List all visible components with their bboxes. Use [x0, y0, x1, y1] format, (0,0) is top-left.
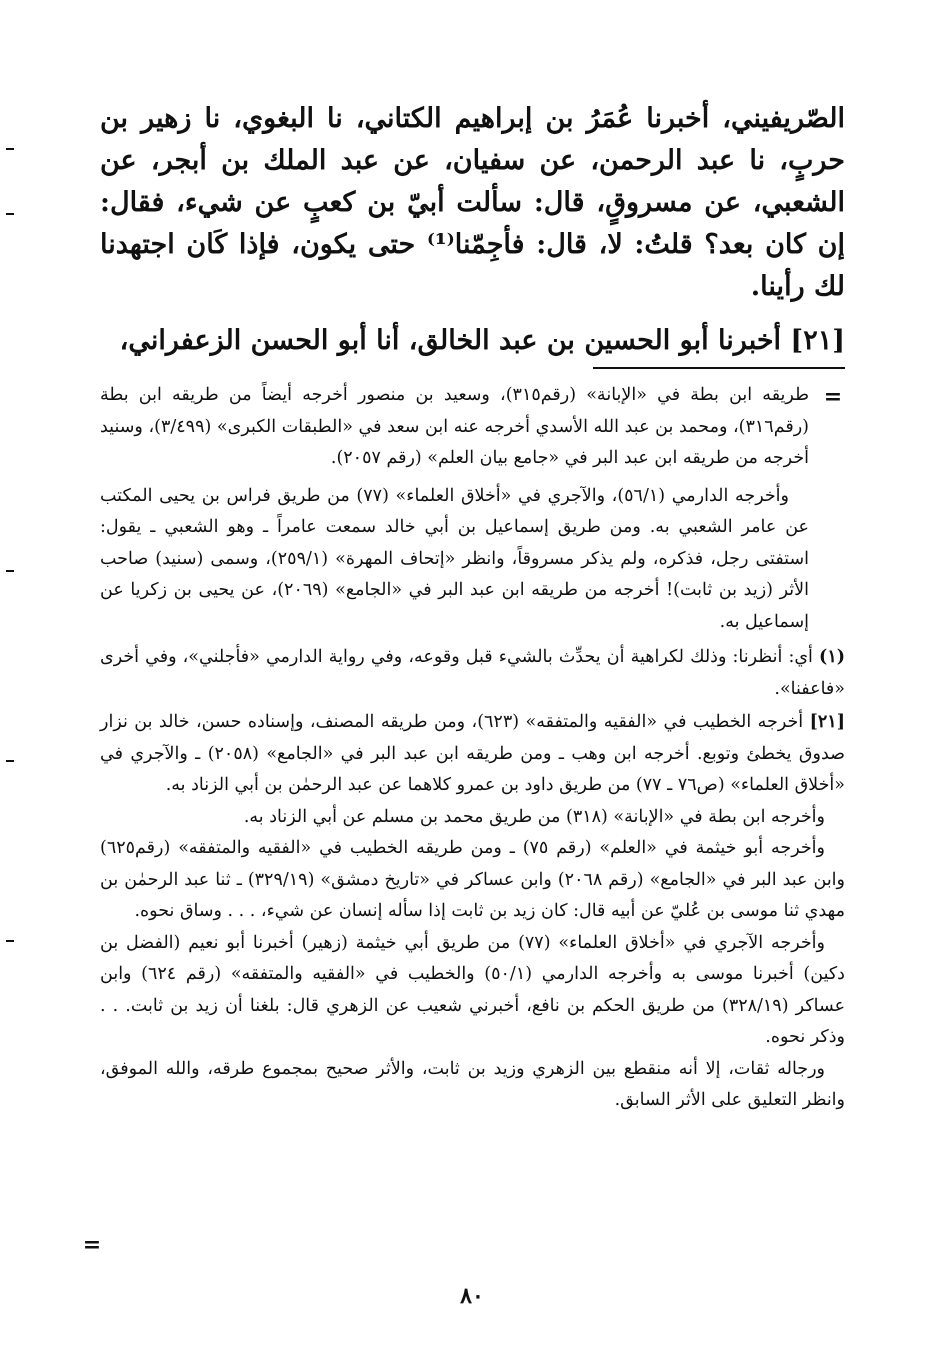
- footnote-21-label: [٢١]: [809, 712, 845, 732]
- margin-tick: [6, 570, 14, 572]
- main-paragraph-1: الصّريفيني، أخبرنا عُمَرُ بن إبراهيم الكتاني، نا البغوي، نا زهير بن حربٍ، نا عبد الرحمن، عن سفيان، عن عبد الملك بن أبجر، عن الشعبي، عن مسروقٍ، قال: سألت أبيّ بن كعبٍ عن شيء، فقال: إن كان بعد؟ قلتُ: لا، قال: فأجِمّنا⁽¹⁾ حتى يكون، فإذا كَان اجتهدنا لك رأينا.: [100, 103, 845, 302]
- footnote-21-para-c: وأخرجه أبو خيثمة في «العلم» (رقم ٧٥) ـ ومن طريقه الخطيب في «الفقيه والمتفقه» (رقم٦٢٥) وابن عبد البر في «الجامع» (رقم ٢٠٦٨) وابن عساكر في «تاريخ دمشق» (٣٢٩/١٩) ـ ثنا عبد الرحمٰن بن مهدي ثنا موسى بن عُليّ عن أبيه قال: كان زيد بن ثابت إذا سأله إنسان عن شيء، . . . وساق نحوه.: [100, 838, 845, 921]
- footnote-1: [100, 642, 845, 705]
- footnote-continued-1: طريقه ابن بطة في «الإبانة» (رقم٣١٥)، وسعيد بن منصور أخرجه أيضاً من طريقه ابن بطة (رقم٣١٦)، ومحمد بن عبد الله الأسدي أخرجه عنه ابن سعد في «الطبقات الكبرى» (٣/٤٩٩)، وسنيد أخرجه من طريقه ابن عبد البر في «جامع بيان العلم» (رقم ٢٠٥٧).: [100, 385, 810, 468]
- margin-tick: [6, 213, 14, 215]
- continuation-mark-bottom: =: [82, 1232, 102, 1258]
- main-paragraph-2: [٢١] أخبرنا أبو الحسين بن عبد الخالق، أنا أبو الحسن الزعفراني،: [119, 325, 845, 356]
- footnote-21-para-d: وأخرجه الآجري في «أخلاق العلماء» (٧٧) من طريق أبي خيثمة (زهير) أخبرنا أبو نعيم (الفضل بن دكين) أخبرنا موسى به وأخرجه الدارمي (٥٠/١) والخطيب في «الفقيه والمتفقه» (رقم ٦٢٤) وابن عساكر (٣٢٨/١٩) من طريق الحكم بن نافع، أخبرني شعيب عن الزهري قال: بلغنا أن زيد بن ثابت. . . وذكر نحوه.: [100, 932, 846, 1047]
- page-number: ٨٠: [460, 1283, 484, 1309]
- footnote-1-text: أي: أنظرنا: وذلك لكراهية أن يحدِّث بالشيء قبل وقوعه، وفي رواية الدارمي «فأجلني»، وفي أخرى «فاعفنا».: [100, 647, 845, 699]
- footnote-21-text-a: أخرجه الخطيب في «الفقيه والمتفقه» (٦٢٣)، ومن طريقه المصنف، وإسناده حسن، خالد بن نزار صدوق يخطئ وتوبع. أخرجه ابن وهب ـ ومن طريقه ابن عبد البر في «الجامع» (٢٠٥٨) ـ والآجري في «أخلاق العلماء» (ص٧٦ ـ ٧٧) من طريق داود بن عمرو كلاهما عن عبد الرحمٰن بن أبي الزناد به.: [100, 712, 846, 795]
- margin-tick: [6, 148, 14, 150]
- footnote-1-label: (١): [819, 647, 845, 667]
- continuation-mark-top: =: [823, 384, 843, 410]
- margin-tick: [6, 760, 14, 762]
- footnote-continued-2: وأخرجه الدارمي (٥٦/١)، والآجري في «أخلاق العلماء» (٧٧) من طريق فراس بن يحيى المكتب عن عامر الشعبي به. ومن طريق إسماعيل بن أبي خالد سمعت عامراً ـ وهو الشعبي ـ يقول: استفتى رجل، فذكره، ولم يذكر مسروقاً، وانظر «إتحاف المهرة» (٢٥٩/١)، وسمى (سنيد) صاحب الأثر (زيد بن ثابت)! أخرجه من طريقه ابن عبد البر في «الجامع» (٢٠٦٩)، عن يحيى بن زكريا عن إسماعيل به.: [100, 485, 809, 632]
- footnote-21-para-b: وأخرجه ابن بطة في «الإبانة» (٣١٨) من طريق محمد بن مسلم عن أبي الزناد به.: [243, 806, 825, 827]
- footnote-separator: [593, 367, 845, 369]
- footnote-21-para-e: ورجاله ثقات، إلا أنه منقطع بين الزهري وزيد بن ثابت، والأثر صحيح بمجموع طرقه، والله الموفق، وانظر التعليق على الأثر السابق.: [100, 1058, 845, 1110]
- margin-tick: [6, 940, 14, 942]
- footnotes: [100, 380, 845, 1117]
- footnote-21: [100, 707, 845, 802]
- main-text: [100, 98, 845, 362]
